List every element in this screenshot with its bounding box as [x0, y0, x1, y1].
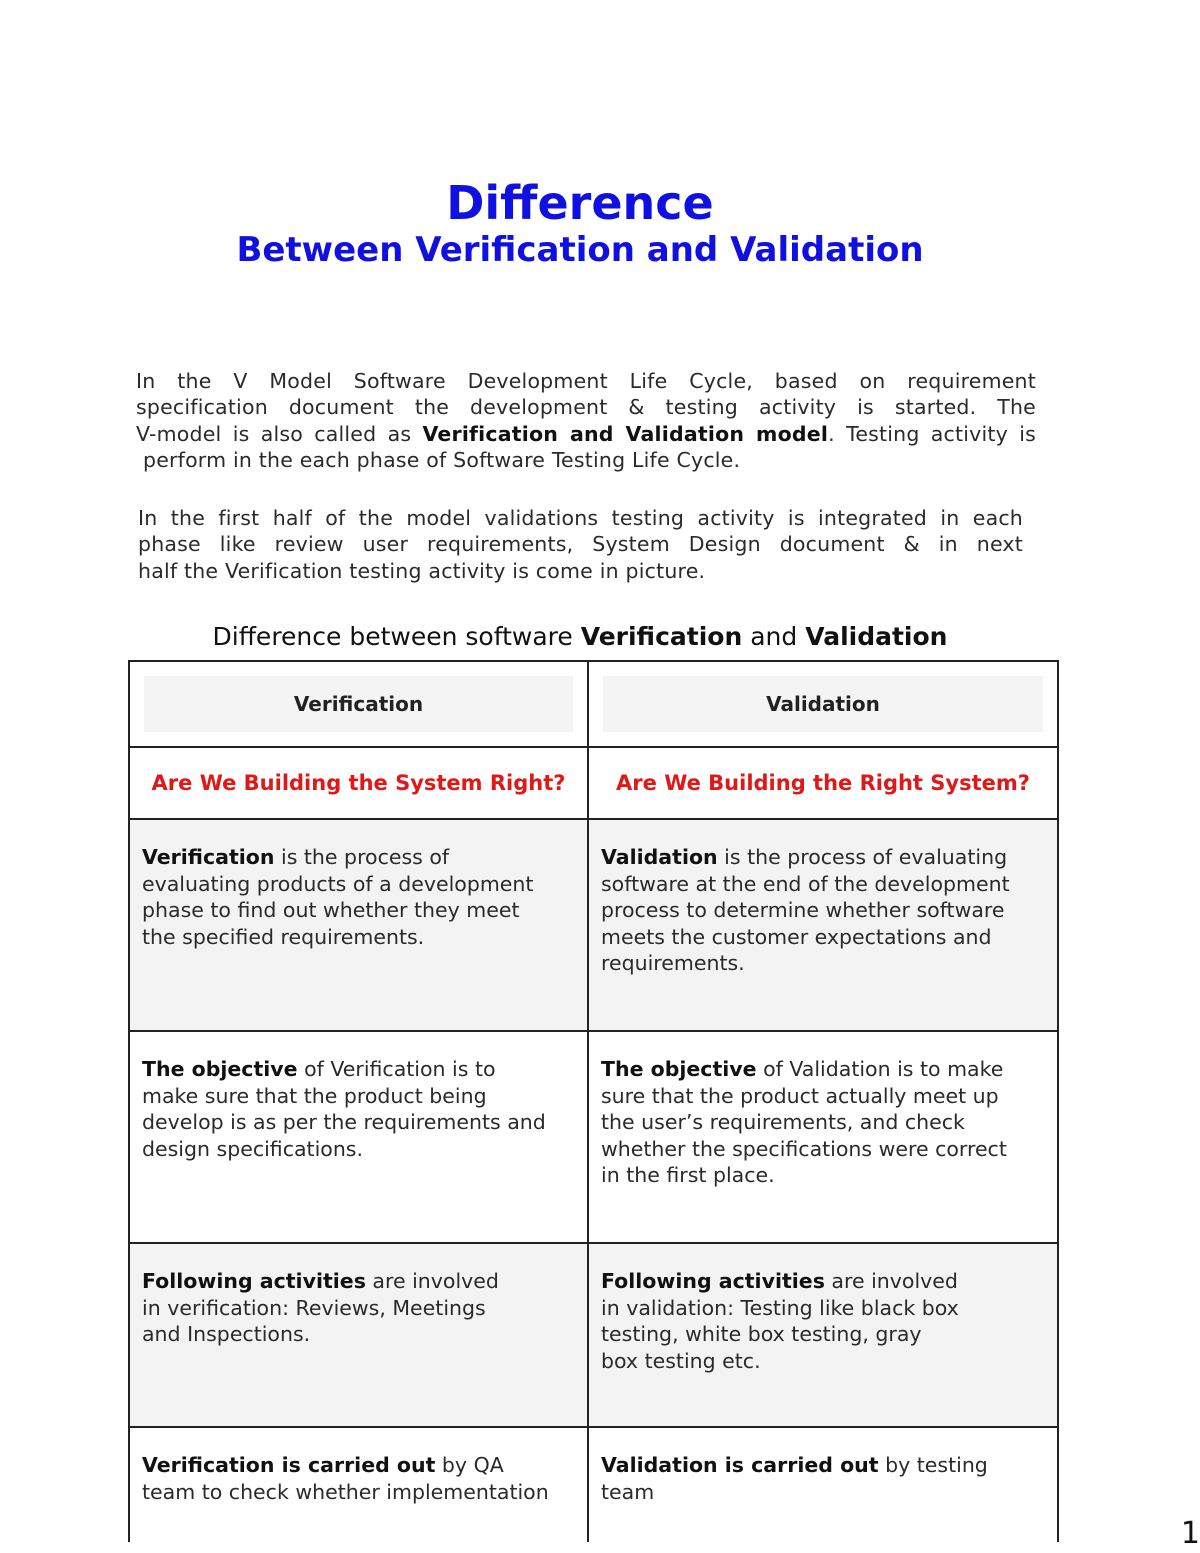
cell-line [601, 1056, 1045, 1083]
cell-line: whether the specifications were correct [601, 1136, 1007, 1161]
cell-line: testing, white box testing, gray [601, 1322, 922, 1346]
intro-line: In the first half of the model validations testing activity is integrated in each [138, 506, 1023, 530]
cell-bold: Validation [601, 845, 718, 869]
cell-line [601, 1268, 1045, 1295]
table-cell [129, 1427, 588, 1542]
cell-line [142, 1452, 575, 1479]
cell-bold: Verification [142, 845, 275, 869]
cell-line: make sure that the product being [142, 1083, 487, 1108]
cell-line: sure that the product actually meet up [601, 1083, 999, 1108]
table-title [0, 622, 1160, 651]
cell-text: by QA [435, 1453, 504, 1477]
cell-line: design specifications. [142, 1136, 364, 1161]
document-subtitle: Between Verification and Validation [236, 230, 924, 270]
cell-line: the user’s requirements, and check [601, 1110, 965, 1134]
cell-text: is the process of evaluating [717, 845, 1008, 869]
table-title-text: Difference between software [212, 622, 581, 651]
header-cell-validation [588, 661, 1058, 747]
table-row [129, 819, 1058, 1031]
cell-line: requirements. [601, 951, 745, 975]
cell-text: are involved [824, 1269, 958, 1293]
cell-text: are involved [365, 1269, 499, 1293]
intro-line [136, 421, 1036, 447]
column-header: Validation [603, 676, 1043, 732]
table-cell [588, 1243, 1058, 1427]
cell-line [601, 844, 1045, 871]
cell-bold: The objective [142, 1057, 298, 1081]
cell-line: and Inspections. [142, 1322, 311, 1346]
cell-bold: Verification is carried out [142, 1453, 436, 1477]
cell-line: meets the customer expectations and [601, 924, 992, 949]
cell-line: in the first place. [601, 1163, 775, 1187]
intro-text: V-model is also called as [136, 421, 423, 446]
cell-line [601, 1452, 1045, 1479]
table-row [129, 1427, 1058, 1542]
cell-text: of Validation is to make [756, 1057, 1004, 1081]
table-row [129, 1243, 1058, 1427]
cell-bold: The objective [601, 1057, 757, 1081]
intro-line: phase like review user requirements, System Design document & in next [138, 532, 1023, 557]
intro-paragraph-2 [138, 505, 1023, 584]
intro-line: specification document the development & testing activity is started. The [136, 395, 1036, 420]
table-title-bold: Validation [805, 622, 948, 651]
intro-line: In the V Model Software Development Life Cycle, based on requirement [136, 369, 1036, 393]
cell-line: develop is as per the requirements and [142, 1110, 546, 1134]
table-cell [129, 1243, 588, 1427]
cell-bold: Following activities [142, 1269, 366, 1293]
cell-line: phase to find out whether they meet [142, 898, 520, 922]
table-header-row [129, 661, 1058, 747]
table-cell [129, 819, 588, 1031]
cell-line: team [601, 1479, 655, 1504]
page-number: 1 [1180, 1516, 1200, 1551]
cell-bold: Following activities [601, 1269, 825, 1293]
intro-bold-term: Verification and Validation model [422, 421, 829, 446]
intro-line: half the Verification testing activity is come in picture. [138, 558, 706, 583]
intro-paragraph-1 [136, 368, 1036, 473]
cell-text: is the process of [274, 845, 450, 869]
cell-line: software at the end of the development [601, 871, 1010, 896]
cell-line: in validation: Testing like black box [601, 1295, 959, 1320]
table-cell [129, 1031, 588, 1243]
column-header: Verification [144, 676, 573, 732]
table-cell [588, 819, 1058, 1031]
table-title-text: and [742, 622, 806, 651]
cell-text: by testing [878, 1453, 988, 1477]
cell-line: in verification: Reviews, Meetings [142, 1295, 486, 1320]
intro-text: . Testing activity is [828, 421, 1036, 446]
cell-line [142, 1056, 575, 1083]
cell-line [142, 844, 575, 871]
question-text: Are We Building the Right System? [616, 770, 1030, 795]
cell-line: team to check whether implementation [142, 1479, 549, 1504]
table-cell [588, 1427, 1058, 1542]
table-cell [588, 1031, 1058, 1243]
cell-line: process to determine whether software [601, 898, 1005, 922]
comparison-table [128, 660, 1059, 1542]
question-row [129, 747, 1058, 819]
table-title-bold: Verification [580, 622, 743, 651]
cell-line: evaluating products of a development [142, 871, 534, 896]
cell-line [142, 1268, 575, 1295]
question-text: Are We Building the System Right? [151, 770, 566, 795]
header-cell-verification [129, 661, 588, 747]
cell-bold: Validation is carried out [601, 1453, 879, 1477]
cell-line: the specified requirements. [142, 924, 425, 949]
table-row [129, 1031, 1058, 1243]
question-cell [588, 747, 1058, 819]
document-title: Difference [446, 176, 714, 230]
intro-line: perform in the each phase of Software Testing Life Cycle. [143, 447, 741, 472]
cell-text: of Verification is to [297, 1057, 496, 1081]
cell-line: box testing etc. [601, 1348, 761, 1373]
question-cell [129, 747, 588, 819]
